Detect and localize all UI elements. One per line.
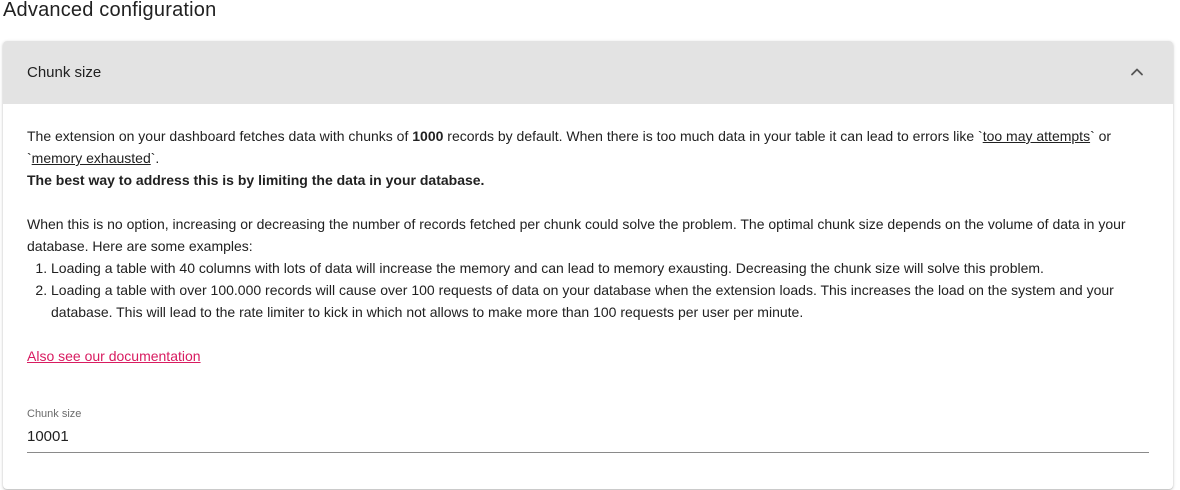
panel-body: [27, 125, 1149, 367]
intro-text-3: ` or `: [27, 128, 1112, 166]
documentation-link[interactable]: Also see our documentation: [27, 348, 201, 364]
list-item: 2. Loading a table with over 100.000 records will cause over 100 requests of data on your database when the extension loads. This increases the load on the system and your database. This will lead to the rate limiter to kick in which not allows to make more than 100 requests per user per minute.: [51, 279, 1149, 323]
chunk-size-panel-header[interactable]: [3, 41, 1173, 104]
error-memory-exhausted: memory exhausted: [31, 150, 151, 166]
default-records-value: 1000: [412, 128, 444, 144]
page-title: Advanced configuration: [3, 0, 217, 21]
chunk-size-label: Chunk size: [27, 408, 82, 420]
intro-text-2: records by default. When there is too much data in your table it can lead to errors like `: [443, 128, 983, 144]
list-item: 1. Loading a table with 40 columns with lots of data will increase the memory and can lead to memory exausting. Decreasing the chunk size will solve this problem.: [51, 257, 1149, 279]
examples-list: [27, 257, 1149, 323]
chunk-size-input[interactable]: [27, 425, 1149, 447]
intro-paragraph: [27, 125, 1149, 169]
intro-text-4: `.: [150, 150, 160, 166]
emphasis-text: The best way to address this is by limiting the data in your database.: [27, 172, 485, 188]
error-too-many-attempts: too may attempts: [982, 128, 1091, 144]
explanation-text: When this is no option, increasing or decreasing the number of records fetched per chunk could solve the problem. The optimal chunk size depends on the volume of data in your database. Here are some examples:: [27, 216, 1126, 254]
chunk-size-panel: [3, 41, 1173, 489]
panel-header-title: Chunk size: [27, 64, 102, 81]
chevron-up-icon[interactable]: [1129, 64, 1145, 80]
chunk-size-field: [27, 407, 1149, 453]
intro-text-1: The extension on your dashboard fetches data with chunks of: [27, 128, 413, 144]
spacer: [27, 191, 1149, 213]
